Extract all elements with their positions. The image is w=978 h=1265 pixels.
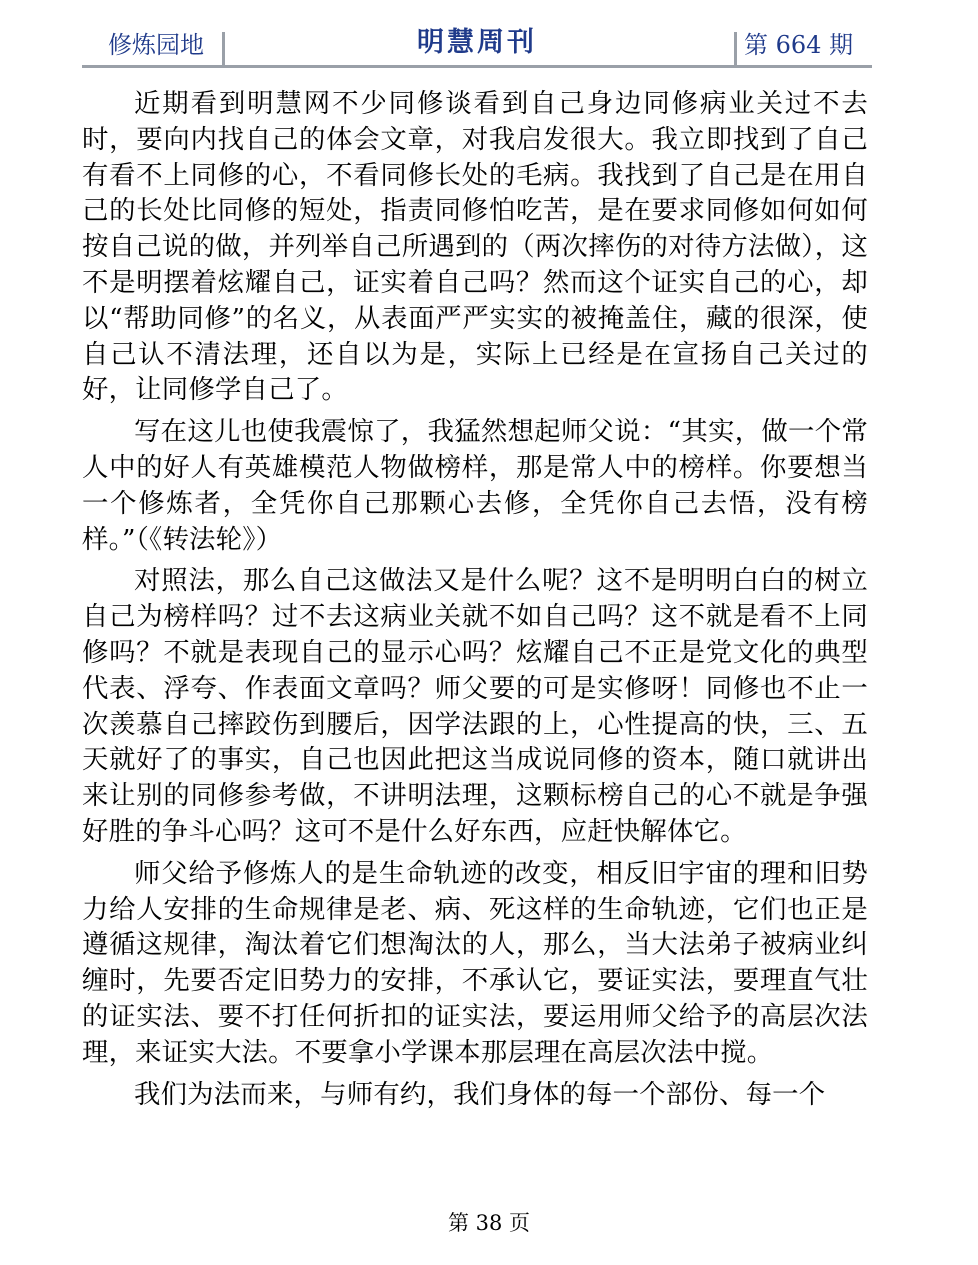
article-body (82, 86, 868, 1118)
section-name: 修炼园地 (108, 31, 204, 59)
paragraph: 师父给予修炼人的是生命轨迹的改变，相反旧宇宙的理和旧势力给人安排的生命规律是老、病、死这样的生命轨迹，它们也正是遵循这规律，淘汰着它们想淘汰的人，那么，当大法弟子被病业纠缠时，先要否定旧势力的安排，不承认它，要证实法，要理直气壮的证实法、要不打任何折扣的证实法，要运用师父给予的高层次法理，来证实大法。不要拿小学课本那层理在高层次法中搅。 (82, 857, 868, 1068)
header-divider-right (734, 32, 737, 66)
paragraph: 我们为法而来，与师有约，我们身体的每一个部份、每一个 (134, 1078, 826, 1110)
page-number: 第 38 页 (447, 1211, 531, 1235)
paragraph: 近期看到明慧网不少同修谈看到自己身边同修病业关过不去时，要向内找自己的体会文章，对我启发很大。我立即找到了自己有看不上同修的心，不看同修长处的毛病。我找到了自己是在用自己的长处比同修的短处，指责同修怕吃苦，是在要求同修如何如何按自己说的做，并列举自己所遇到的（两次摔伤的对待方法做），这不是明摆着炫耀自己，证实着自己吗？然而这个证实自己的心，却以“帮助同修”的名义，从表面严严实实的被掩盖住，藏的很深，使自己认不清法理，还自以为是，实际上已经是在宣扬自己关过的好，让同修学自己了。 (82, 88, 868, 406)
paragraph: 写在这儿也使我震惊了，我猛然想起师父说：“其实，做一个常人中的好人有英雄模范人物做榜样，那是常人中的榜样。你要想当一个修炼者，全凭你自己那颗心去修，全凭你自己去悟，没有榜样。”（《转法轮》） (82, 416, 868, 555)
paragraph: 对照法，那么自己这做法又是什么呢？这不是明明白白的树立自己为榜样吗？过不去这病业关就不如自己吗？这不就是看不上同修吗？不就是表现自己的显示心吗？炫耀自己不正是党文化的典型代表、浮夸、作表面文章吗？师父要的可是实修呀！同修也不止一次羡慕自己摔跤伤到腰后，因学法跟的上，心性提高的快，三、五天就好了的事实，自己也因此把这当成说同修的资本，随口就讲出来让别的同修参考做，不讲明法理，这颗标榜自己的心不就是争强好胜的争斗心吗？这可不是什么好东西，应赶快解体它。 (82, 565, 868, 847)
page-header (82, 24, 872, 68)
header-rule (82, 65, 872, 68)
issue-number: 第 664 期 (744, 31, 854, 59)
publication-title: 明慧周刊 (417, 27, 537, 58)
